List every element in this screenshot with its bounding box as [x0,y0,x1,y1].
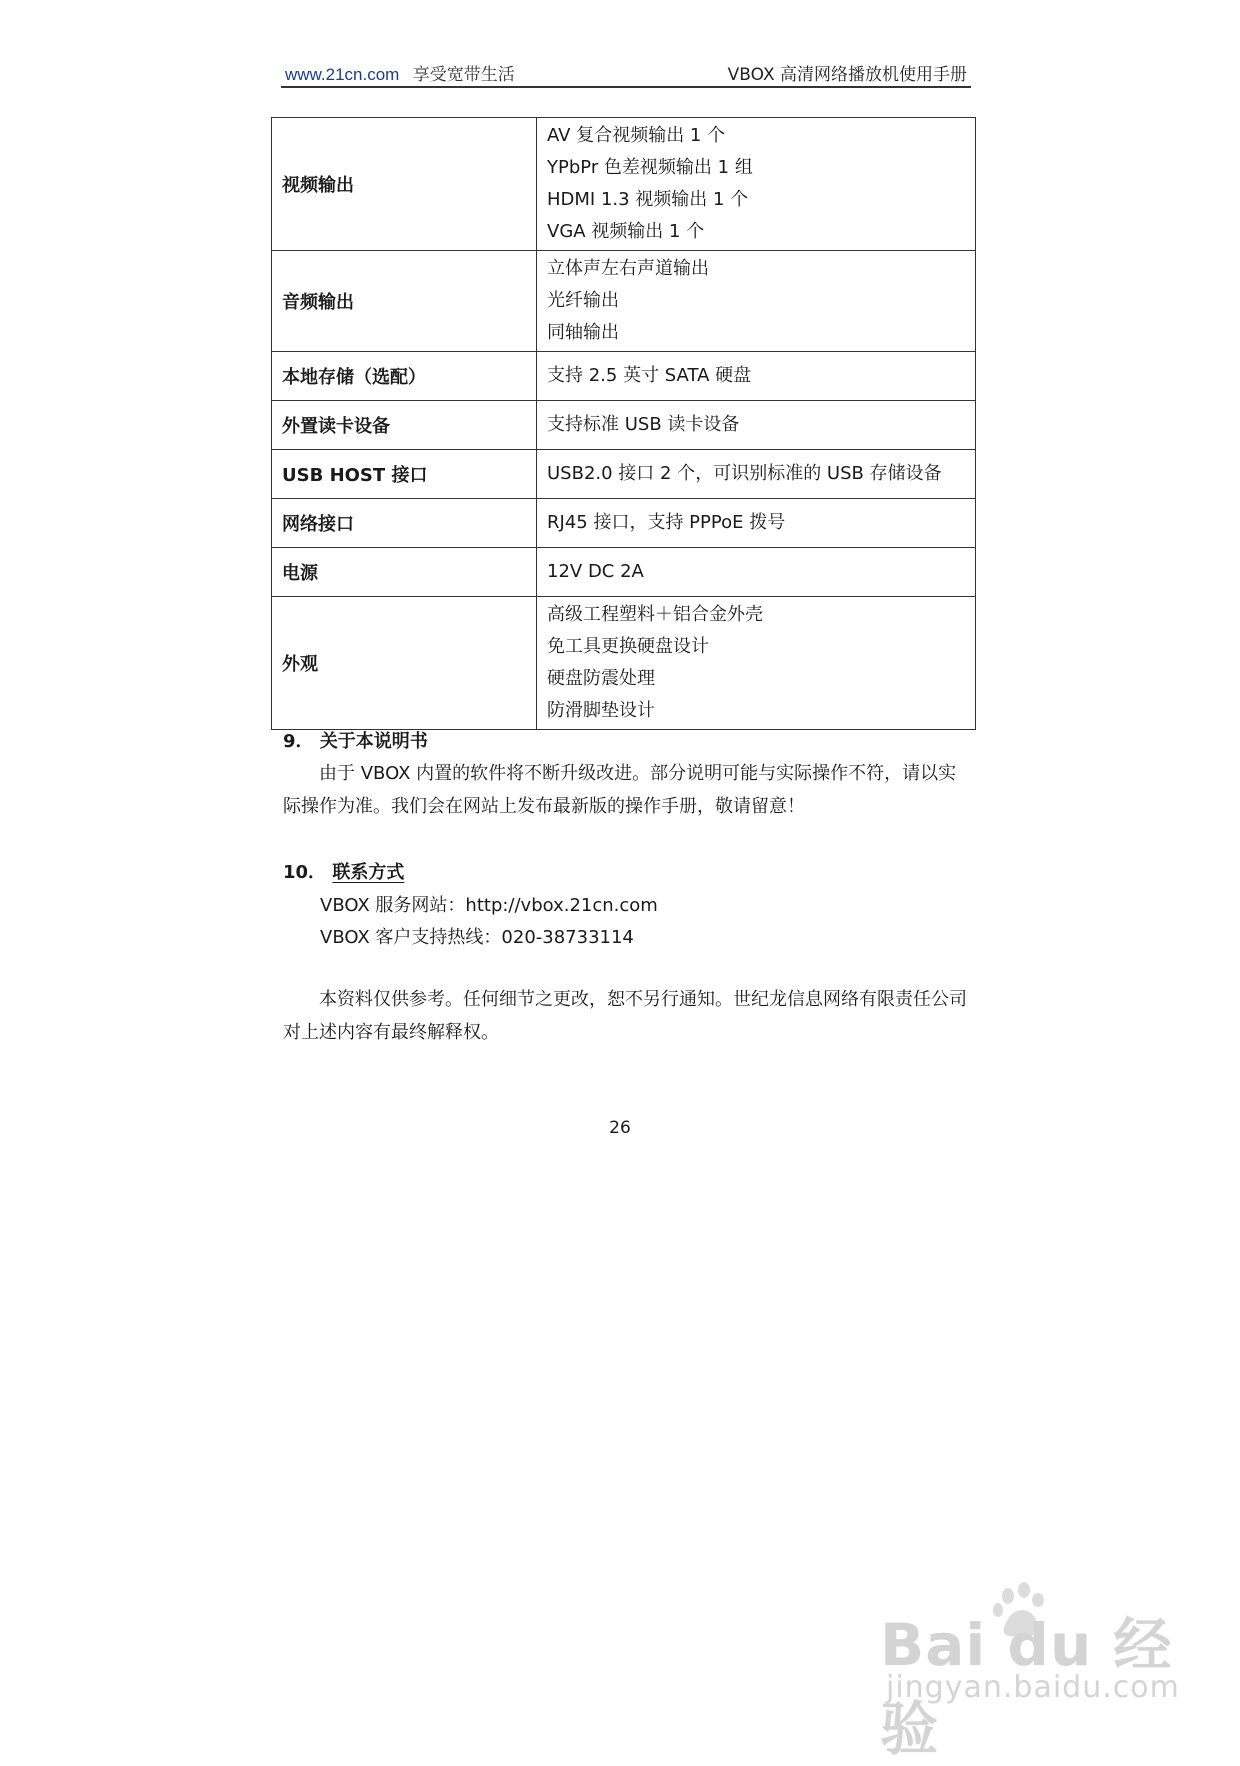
spec-key: 网络接口 [272,499,537,548]
spec-key: 外观 [272,597,537,730]
spec-value-cell [537,401,976,450]
spec-value: 支持 2.5 英寸 SATA 硬盘 [547,365,752,386]
spec-value: YPbPr 色差视频输出 1 组 [547,157,753,178]
spec-row [272,597,976,730]
spec-key: 音频输出 [272,251,537,352]
spec-row [272,251,976,352]
disclaimer: 本资料仅供参考。任何细节之更改，恕不另行通知。世纪龙信息网络有限责任公司对上述内容有最终解释权。 [283,989,967,1043]
spec-value: HDMI 1.3 视频输出 1 个 [547,189,749,210]
section-10-heading [283,858,404,884]
spec-key: USB HOST 接口 [272,450,537,499]
contact-hotline: VBOX 客户支持热线：020-38733114 [320,927,634,948]
section-9-number: 9． [283,731,314,752]
spec-value-cell [537,251,976,352]
spec-value: AV 复合视频输出 1 个 [547,125,726,146]
page-header [281,56,971,88]
contact-website[interactable]: VBOX 服务网站：http://vbox.21cn.com [320,895,658,916]
header-left [285,60,515,85]
spec-value-cell [537,352,976,401]
spec-value: VGA 视频输出 1 个 [547,221,705,242]
watermark-brand: Bai du 经验 [880,1611,1173,1763]
spec-row [272,499,976,548]
spec-value-cell [537,118,976,251]
spec-key: 视频输出 [272,118,537,251]
watermark-site: jingyan.baidu.com [886,1670,1180,1705]
spec-row [272,450,976,499]
spec-row [272,548,976,597]
spec-table [271,117,976,730]
spec-row [272,352,976,401]
spec-value: 高级工程塑料＋铝合金外壳 [547,604,763,625]
header-title: VBOX 高清网络播放机使用手册 [727,65,967,85]
baidu-watermark [880,1580,1180,1763]
spec-value: 12V DC 2A [547,561,644,582]
spec-value-cell [537,597,976,730]
header-url[interactable]: www.21cn.com [285,65,400,84]
spec-value-cell [537,499,976,548]
spec-value: USB2.0 接口 2 个，可识别标准的 USB 存储设备 [547,463,942,484]
spec-value: 光纤输出 [547,290,619,311]
section-10-title: 联系方式 [332,862,405,883]
spec-row [272,401,976,450]
spec-key: 本地存储（选配） [272,352,537,401]
header-slogan: 享受宽带生活 [412,65,515,85]
spec-value: 同轴输出 [547,322,619,343]
spec-key: 电源 [272,548,537,597]
spec-value: 支持标准 USB 读卡设备 [547,414,740,435]
spec-value-cell [537,548,976,597]
spec-value-cell [537,450,976,499]
page-number: 26 [609,1118,631,1138]
spec-key: 外置读卡设备 [272,401,537,450]
section-9-title: 关于本说明书 [319,731,428,752]
spec-value: RJ45 接口，支持 PPPoE 拨号 [547,512,786,533]
spec-value: 立体声左右声道输出 [547,258,709,279]
spec-row [272,118,976,251]
section-9-body: 由于 VBOX 内置的软件将不断升级改进。部分说明可能与实际操作不符，请以实际操作为准。我们会在网站上发布最新版的操作手册，敬请留意！ [283,763,957,817]
spec-value: 硬盘防震处理 [547,668,655,689]
spec-value: 防滑脚垫设计 [547,700,655,721]
spec-value: 免工具更换硬盘设计 [547,636,709,657]
section-10-number: 10． [283,862,327,883]
section-9-heading [283,727,428,753]
